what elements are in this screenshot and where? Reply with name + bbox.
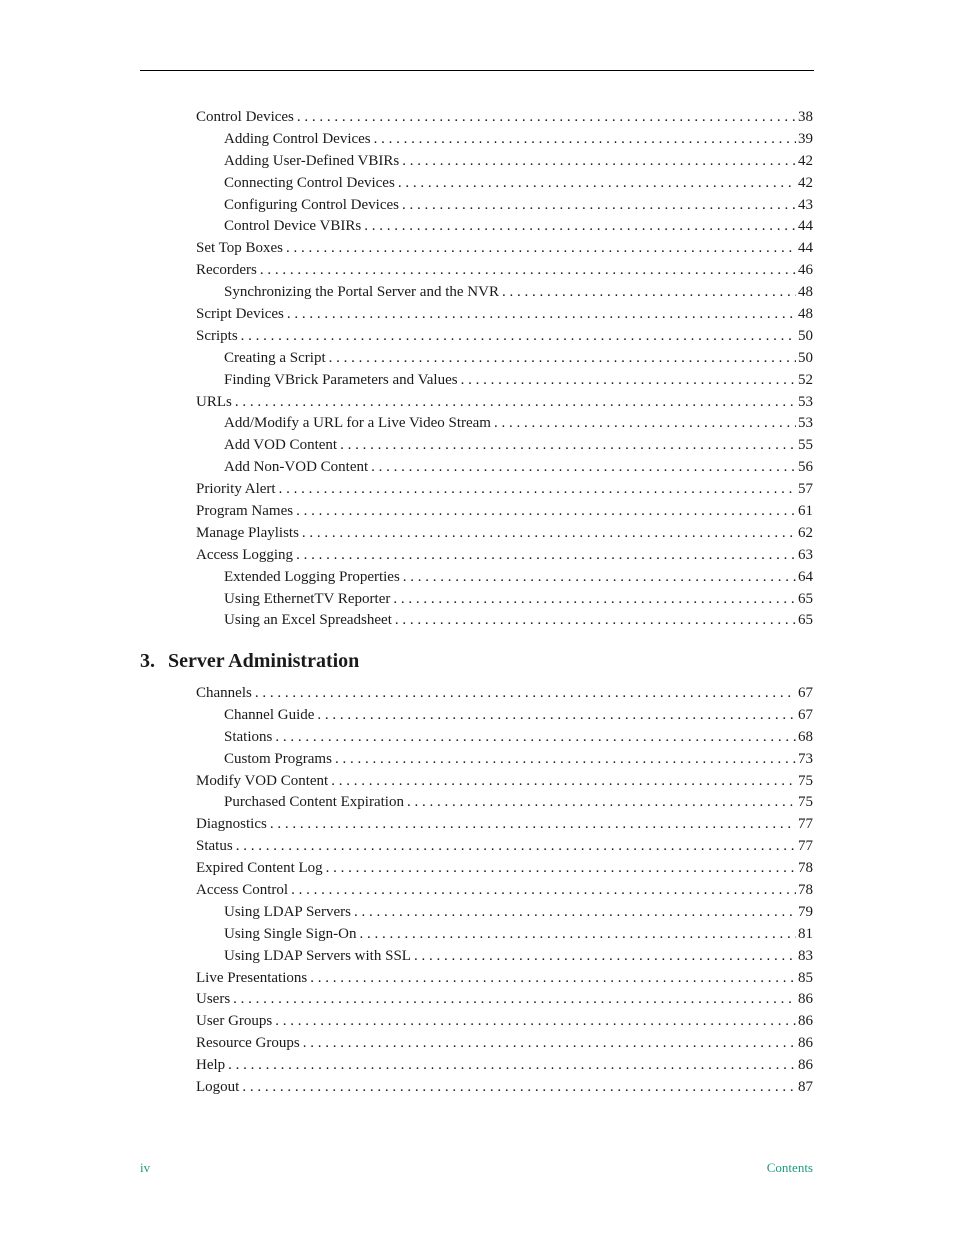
toc-entry-page: 78 (798, 860, 813, 877)
toc-entry[interactable] (196, 1033, 813, 1055)
dot-leader (407, 792, 796, 814)
toc-entry-label: Configuring Control Devices (224, 196, 399, 213)
toc-entry-label: Logout (196, 1079, 240, 1096)
toc-entry-label: Manage Playlists (196, 524, 299, 541)
toc-entry[interactable] (196, 260, 813, 282)
dot-leader (335, 749, 796, 771)
dot-leader (414, 946, 796, 968)
toc-entry[interactable] (196, 523, 813, 545)
toc-entry-page: 61 (798, 503, 813, 520)
toc-entry-label: Using an Excel Spreadsheet (224, 612, 392, 629)
dot-leader (302, 523, 796, 545)
toc-entry[interactable] (196, 749, 813, 771)
toc-entry-label: Control Device VBIRs (224, 218, 362, 235)
toc-entry-label: Adding User-Defined VBIRs (224, 152, 400, 169)
toc-entry[interactable] (196, 836, 813, 858)
toc-entry-label: Using Single Sign-On (224, 925, 357, 942)
toc-entry-page: 38 (798, 109, 813, 125)
toc-entry-page: 50 (798, 327, 813, 344)
toc-entry-label: Purchased Content Expiration (224, 794, 404, 811)
toc-entry[interactable] (196, 968, 813, 990)
toc-entry-page: 46 (798, 262, 813, 279)
dot-leader (329, 348, 796, 370)
toc-entry[interactable] (196, 348, 813, 370)
dot-leader (279, 479, 796, 501)
toc-entry[interactable] (196, 304, 813, 326)
toc-entry[interactable] (196, 151, 813, 173)
toc-entry-label: Extended Logging Properties (224, 568, 400, 585)
toc-entry-page: 78 (798, 882, 813, 899)
dot-leader (235, 392, 796, 414)
dot-leader (402, 151, 796, 173)
toc-entry-page: 86 (798, 1035, 813, 1052)
toc-entry-label: Access Logging (196, 546, 294, 563)
toc-entry-page: 52 (798, 371, 813, 388)
toc-entry-label: Finding VBrick Parameters and Values (224, 371, 458, 388)
toc-entry-label: Resource Groups (196, 1035, 300, 1052)
dot-leader (287, 304, 796, 326)
toc-entry[interactable] (196, 173, 813, 195)
dot-leader (461, 370, 796, 392)
toc-entry[interactable] (196, 435, 813, 457)
dot-leader (395, 610, 796, 632)
toc-entry-label: Help (196, 1057, 226, 1074)
dot-leader (317, 705, 796, 727)
toc-entry-page: 53 (798, 393, 813, 410)
toc-entry-label: Priority Alert (196, 481, 276, 498)
dot-leader (275, 1011, 796, 1033)
dot-leader (310, 968, 796, 990)
section-heading (140, 647, 359, 675)
toc-entry-label: Users (196, 991, 231, 1008)
dot-leader (354, 902, 796, 924)
toc-entry-label: Synchronizing the Portal Server and the NVR (224, 284, 499, 301)
toc-entry-page: 42 (798, 174, 813, 191)
toc-entry-label: Custom Programs (224, 750, 332, 767)
toc-entry-page: 87 (798, 1079, 813, 1096)
toc-entry-page: 73 (798, 750, 813, 767)
toc-entry-label: Add VOD Content (224, 437, 338, 454)
toc-entry-label: Control Devices (196, 109, 294, 125)
toc-entry[interactable] (196, 567, 813, 589)
toc-entry-label: Recorders (196, 262, 257, 279)
toc-entry-page: 67 (798, 685, 813, 701)
dot-leader (275, 727, 796, 749)
toc-entry[interactable] (196, 589, 813, 611)
toc-entry[interactable] (196, 683, 813, 705)
toc-entry[interactable] (196, 413, 813, 435)
toc-entry[interactable] (196, 705, 813, 727)
toc-entry[interactable] (196, 610, 813, 632)
toc-entry-page: 62 (798, 524, 813, 541)
dot-leader (371, 457, 796, 479)
toc-entry[interactable] (196, 129, 813, 151)
dot-leader (296, 545, 796, 567)
toc-entry-page: 68 (798, 728, 813, 745)
toc-entry[interactable] (196, 771, 813, 793)
toc-entry-page: 79 (798, 903, 813, 920)
dot-leader (286, 238, 796, 260)
toc-entry-page: 75 (798, 772, 813, 789)
dot-leader (255, 683, 796, 705)
toc-entry-page: 57 (798, 481, 813, 498)
toc-entry-page: 86 (798, 991, 813, 1008)
toc-entry-page: 85 (798, 969, 813, 986)
dot-leader (374, 129, 796, 151)
toc-entry-page: 42 (798, 152, 813, 169)
dot-leader (494, 413, 796, 435)
toc-entry[interactable] (196, 326, 813, 348)
toc-entry-page: 48 (798, 306, 813, 323)
toc-entry[interactable] (196, 1011, 813, 1033)
dot-leader (242, 1077, 796, 1099)
toc-entry-label: Diagnostics (196, 816, 267, 833)
section-number: 3. (140, 650, 155, 672)
toc-entry-label: Modify VOD Content (196, 772, 329, 789)
dot-leader (326, 858, 796, 880)
toc-entry-page: 44 (798, 218, 813, 235)
toc-entry-page: 83 (798, 947, 813, 964)
toc-entry-page: 50 (798, 349, 813, 366)
toc-entry[interactable] (196, 370, 813, 392)
toc-entry[interactable] (196, 107, 813, 129)
dot-leader (398, 173, 796, 195)
toc-entry[interactable] (196, 924, 813, 946)
dot-leader (270, 814, 796, 836)
dot-leader (260, 260, 796, 282)
toc-entry-page: 56 (798, 459, 813, 476)
dot-leader (364, 216, 796, 238)
toc-entry-page: 81 (798, 925, 813, 942)
toc-entry[interactable] (196, 792, 813, 814)
dot-leader (297, 107, 796, 129)
toc-entry-page: 75 (798, 794, 813, 811)
toc-list-part1 (196, 107, 813, 632)
toc-entry-label: Connecting Control Devices (224, 174, 395, 191)
toc-entry-label: Channels (196, 685, 252, 701)
toc-entry[interactable] (196, 880, 813, 902)
toc-entry-page: 43 (798, 196, 813, 213)
dot-leader (291, 880, 796, 902)
toc-entry-label: Add/Modify a URL for a Live Video Stream (224, 415, 491, 432)
toc-entry-label: Program Names (196, 503, 294, 520)
toc-entry[interactable] (196, 479, 813, 501)
toc-entry-page: 44 (798, 240, 813, 257)
dot-leader (340, 435, 796, 457)
toc-entry-label: Script Devices (196, 306, 284, 323)
toc-entry-page: 86 (798, 1013, 813, 1030)
toc-entry-label: Using EthernetTV Reporter (224, 590, 391, 607)
toc-entry-page: 55 (798, 437, 813, 454)
dot-leader (296, 501, 796, 523)
footer-section-name: Contents (766, 1160, 813, 1175)
dot-leader (233, 989, 796, 1011)
toc-entry[interactable] (196, 946, 813, 968)
toc-entry[interactable] (196, 989, 813, 1011)
toc-entry-page: 65 (798, 612, 813, 629)
toc-entry[interactable] (196, 216, 813, 238)
dot-leader (303, 1033, 796, 1055)
toc-entry[interactable] (196, 282, 813, 304)
dot-leader (236, 836, 796, 858)
toc-entry-page: 65 (798, 590, 813, 607)
dot-leader (502, 282, 796, 304)
toc-entry-page: 64 (798, 568, 813, 585)
toc-entry[interactable] (196, 238, 813, 260)
toc-entry[interactable] (196, 392, 813, 414)
toc-entry-page: 53 (798, 415, 813, 432)
toc-entry-label: Using LDAP Servers with SSL (224, 947, 411, 964)
toc-entry-label: Set Top Boxes (196, 240, 284, 257)
toc-entry-label: Access Control (196, 882, 289, 899)
toc-entry[interactable] (196, 457, 813, 479)
dot-leader (403, 567, 796, 589)
toc-entry[interactable] (196, 545, 813, 567)
section-title: Server Administration (168, 650, 360, 672)
toc-entry-page: 77 (798, 816, 813, 833)
toc-entry-page: 77 (798, 838, 813, 855)
toc-entry-page: 48 (798, 284, 813, 301)
toc-entry-page: 63 (798, 546, 813, 563)
toc-entry-label: Expired Content Log (196, 860, 323, 877)
toc-entry-label: Status (196, 838, 233, 855)
toc-list-part2 (196, 683, 813, 1099)
toc-entry-label: Scripts (196, 327, 238, 344)
dot-leader (393, 589, 796, 611)
header-rule (140, 70, 814, 71)
toc-entry-label: Stations (224, 728, 273, 745)
toc-entry-label: Using LDAP Servers (224, 903, 351, 920)
toc-entry-label: URLs (196, 393, 232, 410)
toc-entry[interactable] (196, 1055, 813, 1077)
dot-leader (402, 195, 796, 217)
toc-entry[interactable] (196, 814, 813, 836)
toc-entry-label: Channel Guide (224, 706, 315, 723)
toc-entry[interactable] (196, 501, 813, 523)
toc-entry-page: 67 (798, 706, 813, 723)
toc-entry-label: Live Presentations (196, 969, 308, 986)
toc-entry[interactable] (196, 858, 813, 880)
footer-page-number: iv (140, 1160, 151, 1175)
toc-entry-label: Creating a Script (224, 349, 326, 366)
toc-entry-page: 39 (798, 130, 813, 147)
toc-entry-page: 86 (798, 1057, 813, 1074)
dot-leader (360, 924, 796, 946)
dot-leader (331, 771, 796, 793)
toc-entry[interactable] (196, 1077, 813, 1099)
toc-entry-label: Add Non-VOD Content (224, 459, 369, 476)
dot-leader (241, 326, 796, 348)
toc-entry-label: User Groups (196, 1013, 273, 1030)
dot-leader (228, 1055, 796, 1077)
toc-entry[interactable] (196, 902, 813, 924)
toc-entry[interactable] (196, 195, 813, 217)
toc-entry[interactable] (196, 727, 813, 749)
toc-entry-label: Adding Control Devices (224, 130, 371, 147)
